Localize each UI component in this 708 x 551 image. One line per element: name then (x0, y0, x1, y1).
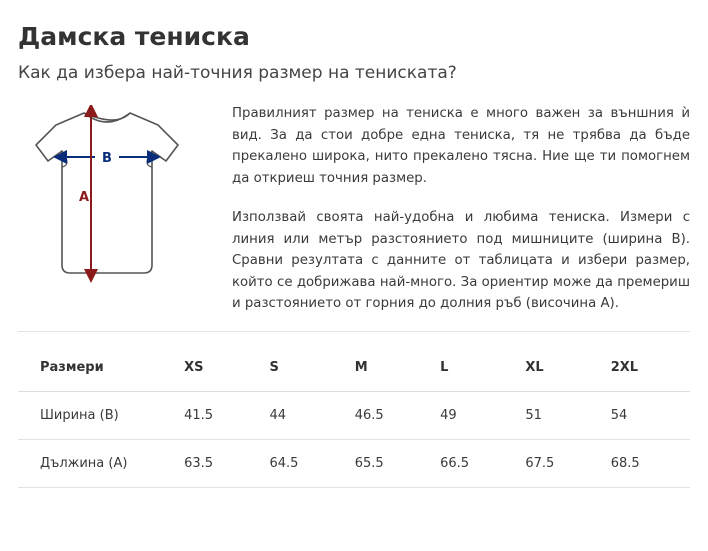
length-s: 64.5 (263, 439, 348, 487)
row-label-length: Дължина (А) (18, 439, 178, 487)
size-table-body (18, 391, 690, 487)
size-table-head (18, 344, 690, 392)
table-row (18, 439, 690, 487)
row-label-width: Ширина (B) (18, 391, 178, 439)
paragraph-1: Правилният размер на тениска е много важен за външния ѝ вид. За да стои добре една тениска, тя не трябва да бъде прекалено широка, нито прекалено тясна. Ние ще ти помогнем да откриеш точния размер. (232, 106, 690, 186)
height-label: A (78, 190, 90, 205)
width-xs: 41.5 (178, 391, 263, 439)
length-m: 65.5 (349, 439, 434, 487)
description-text (216, 101, 690, 315)
header-xs: XS (178, 344, 263, 392)
width-m: 46.5 (349, 391, 434, 439)
size-table-wrapper (18, 331, 690, 488)
length-xl: 67.5 (519, 439, 604, 487)
width-l: 49 (434, 391, 519, 439)
table-header-row (18, 344, 690, 392)
page-title: Дамска тениска (18, 22, 250, 51)
header-m: M (349, 344, 434, 392)
header-l: L (434, 344, 519, 392)
tshirt-illustration-svg (18, 105, 216, 295)
table-row (18, 391, 690, 439)
header-s: S (263, 344, 348, 392)
header-2xl: 2XL (605, 344, 690, 392)
width-xl: 51 (519, 391, 604, 439)
paragraph-2: Използвай своята най-удобна и любима тениска. Измери с линия или метър разстоянието под мишниците (ширина B). Сравни резултата с данните от таблицата и избери размер, който се добрижава най-много. За ориентир може да премериш и разстоянието от горния до долния ръб (височина A). (232, 210, 690, 312)
page-subtitle: Как да избера най-точния размер на тениската? (18, 63, 457, 83)
width-label: B (102, 151, 112, 166)
intro-section (18, 101, 690, 315)
length-xs: 63.5 (178, 439, 263, 487)
shirt-outline (36, 113, 178, 273)
length-2xl: 68.5 (605, 439, 690, 487)
tshirt-diagram (18, 101, 216, 295)
header-xl: XL (519, 344, 604, 392)
width-2xl: 54 (605, 391, 690, 439)
width-s: 44 (263, 391, 348, 439)
header-measure: Размери (18, 344, 178, 392)
size-guide-page (0, 22, 708, 551)
size-table (18, 344, 690, 488)
length-l: 66.5 (434, 439, 519, 487)
